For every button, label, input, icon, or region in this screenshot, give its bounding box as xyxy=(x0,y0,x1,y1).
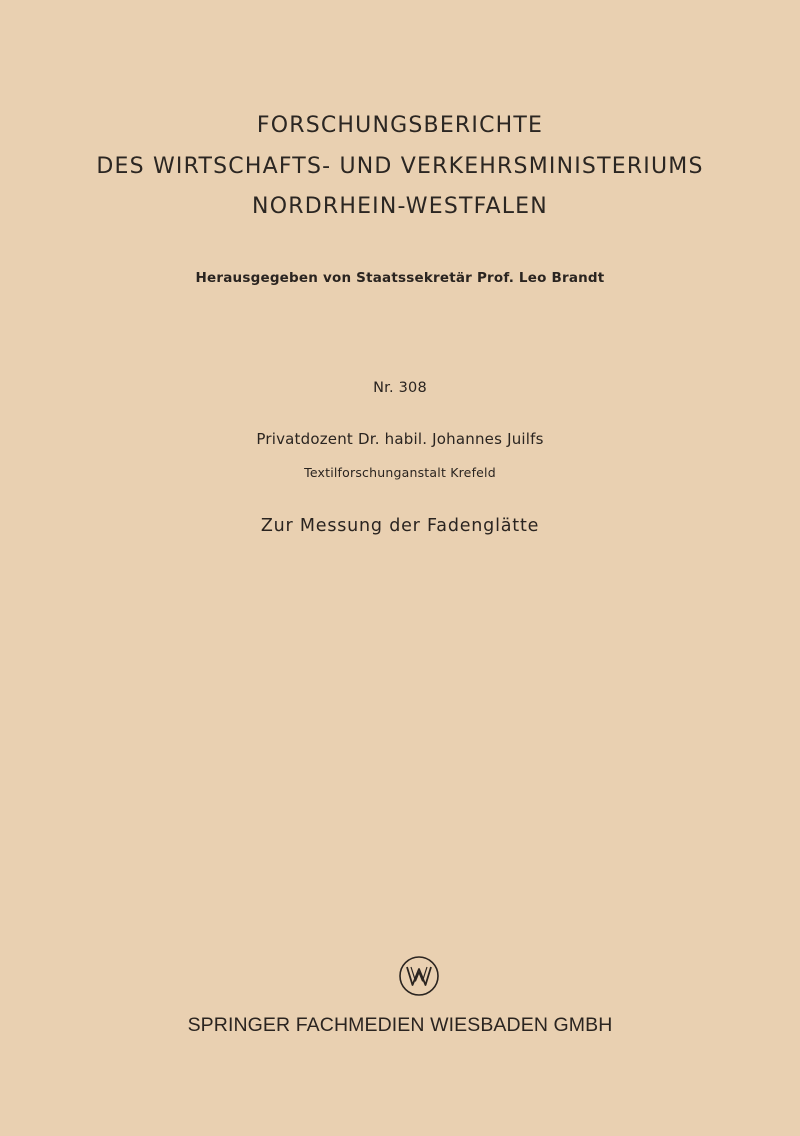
institute: Textilforschunganstalt Krefeld xyxy=(304,465,496,480)
springer-logo-icon xyxy=(398,955,440,997)
report-number: Nr. 308 xyxy=(373,380,427,396)
author: Privatdozent Dr. habil. Johannes Juilfs xyxy=(256,430,544,448)
book-title: Zur Messung der Fadenglätte xyxy=(260,516,540,536)
series-title-line-1: FORSCHUNGSBERICHTE xyxy=(256,113,544,138)
series-title-line-2: DES WIRTSCHAFTS- UND VERKEHRSMINISTERIUMS xyxy=(96,154,704,179)
editor-credit: Herausgegeben von Staatssekretär Prof. Leo Brandt xyxy=(195,270,605,286)
publisher-name: SPRINGER FACHMEDIEN WIESBADEN GMBH xyxy=(187,1014,613,1036)
series-title-line-3: NORDRHEIN-WESTFALEN xyxy=(252,194,548,219)
